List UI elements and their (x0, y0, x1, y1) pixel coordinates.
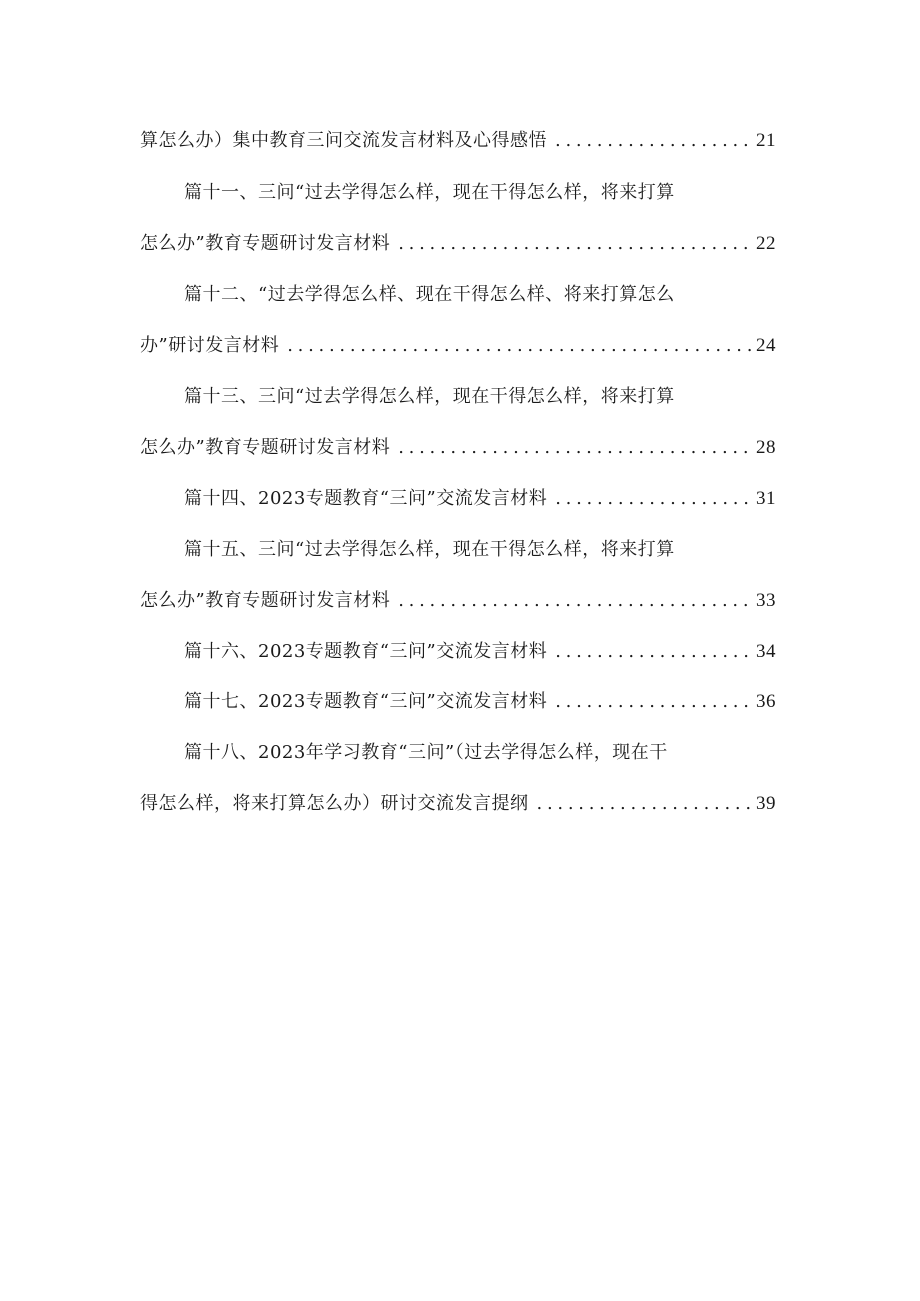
toc-entry-34[interactable] (184, 639, 776, 665)
toc-entry-text: 篇十三、三问“过去学得怎么样，现在干得怎么样，将来打算 (184, 386, 675, 407)
dot-leader (537, 791, 753, 817)
dot-leader (398, 588, 752, 614)
toc-entry-22-line2[interactable] (140, 231, 776, 257)
toc-entry-39-line2[interactable] (140, 791, 776, 817)
toc-entry-text: 篇十二、“过去学得怎么样、现在干得怎么样、将来打算怎么 (184, 284, 675, 305)
toc-page-number: 39 (756, 793, 776, 814)
toc-page-number: 22 (756, 233, 776, 254)
toc-entry-text: 怎么办”教育专题研讨发言材料 (140, 233, 391, 254)
dot-leader (555, 689, 752, 715)
toc-page-number: 34 (756, 641, 776, 662)
toc-entry-text: 办”研讨发言材料 (140, 335, 280, 356)
dot-leader (555, 128, 752, 154)
dot-leader (398, 231, 752, 257)
dot-leader (555, 486, 752, 512)
toc-entry-24-line1[interactable] (184, 282, 776, 308)
toc-entry-text: 篇十七、2023专题教育“三问”交流发言材料 (184, 691, 548, 712)
toc-entry-text: 篇十一、三问“过去学得怎么样，现在干得怎么样，将来打算 (184, 182, 675, 203)
toc-page-number: 24 (756, 335, 776, 356)
toc-entry-text: 篇十八、2023年学习教育“三问”（过去学得怎么样，现在干 (184, 742, 668, 763)
toc-entry-33-line2[interactable] (140, 588, 776, 614)
toc-page-number: 21 (756, 130, 776, 151)
dot-leader (398, 435, 752, 461)
dot-leader (555, 639, 752, 665)
toc-page-number: 28 (756, 437, 776, 458)
toc-entry-text: 怎么办”教育专题研讨发言材料 (140, 590, 391, 611)
toc-entry-text: 得怎么样，将来打算怎么办）研讨交流发言提纲 (140, 793, 529, 814)
toc-entry-text: 怎么办”教育专题研讨发言材料 (140, 437, 391, 458)
toc-entry-22-line1[interactable] (184, 180, 776, 206)
toc-entry-24-line2[interactable] (140, 333, 776, 359)
toc-entry-text: 篇十五、三问“过去学得怎么样，现在干得怎么样，将来打算 (184, 539, 675, 560)
toc-page-number: 36 (756, 691, 776, 712)
toc-entry-text: 算怎么办）集中教育三问交流发言材料及心得感悟 (140, 130, 547, 151)
toc-entry-39-line1[interactable] (184, 740, 776, 766)
toc-entry-28-line2[interactable] (140, 435, 776, 461)
toc-entry-33-line1[interactable] (184, 537, 776, 563)
toc-entry-36[interactable] (184, 689, 776, 715)
toc-page-number: 31 (756, 488, 776, 509)
toc-entry-28-line1[interactable] (184, 384, 776, 410)
dot-leader (287, 333, 752, 359)
toc-entry-21[interactable] (140, 128, 776, 154)
toc-entry-text: 篇十四、2023专题教育“三问”交流发言材料 (184, 488, 548, 509)
toc-entry-31[interactable] (184, 486, 776, 512)
toc-entry-text: 篇十六、2023专题教育“三问”交流发言材料 (184, 641, 548, 662)
toc-page-number: 33 (756, 590, 776, 611)
